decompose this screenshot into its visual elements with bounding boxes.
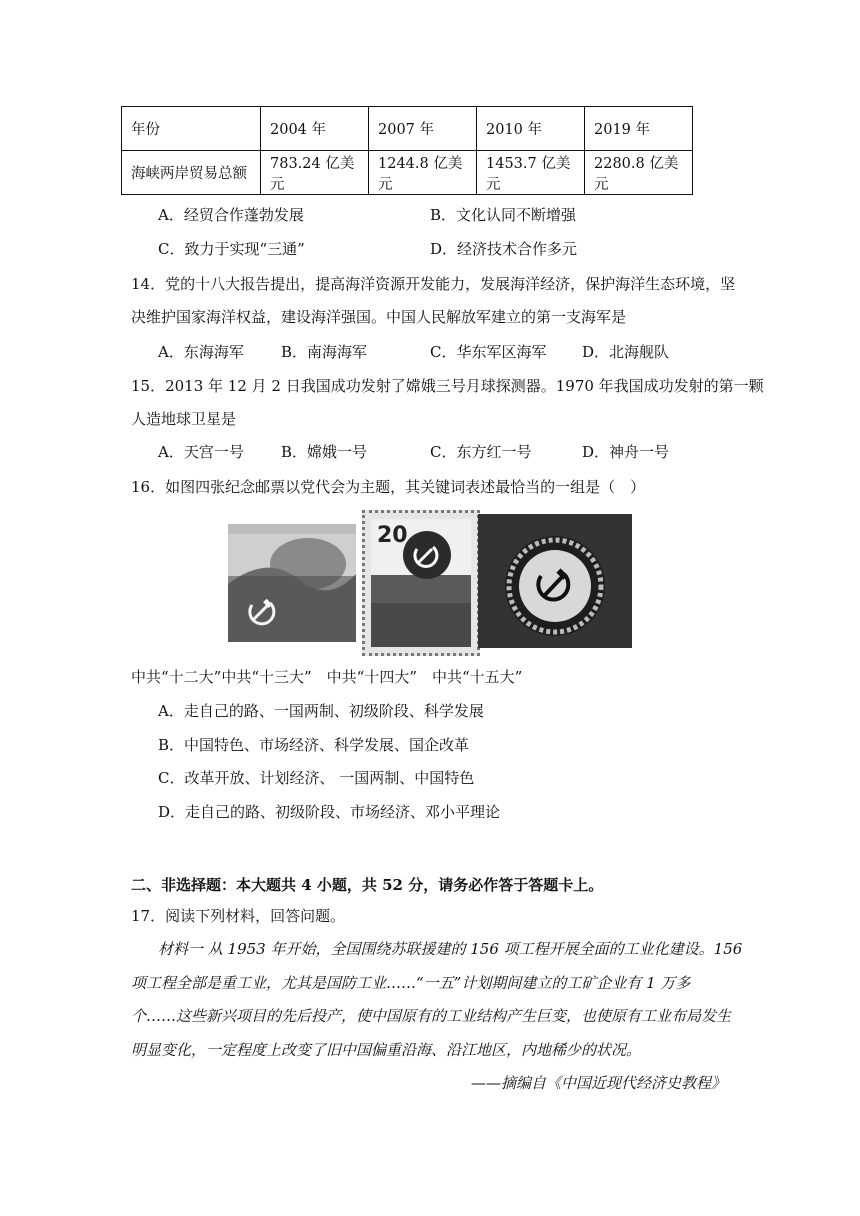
q16-stem: 16．如图四张纪念邮票以党代会为主题，其关键词表述最恰当的一组是（ ） bbox=[131, 478, 646, 496]
q17-material-line3: 个……这些新兴项目的先后投产，使中国原有的工业结构产生巨变，也使原有工业布局发生 bbox=[131, 1007, 732, 1025]
table-cell: 1453.7 亿美元 bbox=[477, 151, 585, 195]
q15-option-b: B．嫦娥一号 bbox=[281, 443, 368, 461]
table-header-cell: 2019 年 bbox=[585, 107, 693, 151]
q16-stamp-caption: 中共“十二大”中共“十三大” 中共“十四大” 中共“十五大” bbox=[131, 668, 523, 686]
q17-material-line2: 项工程全部是重工业，尤其是国防工业……“一五”计划期间建立的工矿企业有 1 万多 bbox=[131, 974, 691, 992]
table-row-label: 海峡两岸贸易总额 bbox=[122, 151, 261, 195]
table-cell: 1244.8 亿美元 bbox=[369, 151, 477, 195]
stamp-12th-congress bbox=[228, 524, 356, 642]
q14-option-d: D．北海舰队 bbox=[582, 343, 670, 361]
stamp-13th-congress bbox=[362, 510, 480, 656]
q15-stem-line2: 人造地球卫星是 bbox=[131, 410, 237, 428]
q17-stem: 17．阅读下列材料，回答问题。 bbox=[131, 907, 346, 925]
q14-option-c: C．华东军区海军 bbox=[430, 343, 547, 361]
q14-option-a: A．东海海军 bbox=[158, 343, 244, 361]
q13-option-b: B．文化认同不断增强 bbox=[430, 206, 577, 224]
q15-option-c: C．东方红一号 bbox=[430, 443, 532, 461]
table-cell: 2280.8 亿美元 bbox=[585, 151, 693, 195]
q17-material-line1: 材料一 从 1953 年开始，全国围绕苏联援建的 156 项工程开展全面的工业化建设。156 bbox=[158, 940, 743, 958]
table-row bbox=[122, 151, 693, 195]
q14-stem-line2: 决维护国家海洋权益，建设海洋强国。中国人民解放军建立的第一支海军是 bbox=[131, 308, 627, 326]
trade-table bbox=[121, 106, 693, 195]
table-header-cell: 年份 bbox=[122, 107, 261, 151]
q17-material-line4: 明显变化，一定程度上改变了旧中国偏重沿海、沿江地区，内地稀少的状况。 bbox=[131, 1041, 642, 1059]
q15-option-a: A．天宫一号 bbox=[158, 443, 244, 461]
q16-option-c: C．改革开放、计划经济、 一国两制、中国特色 bbox=[158, 769, 475, 787]
q15-option-d: D．神舟一号 bbox=[582, 443, 670, 461]
table-header-cell: 2010 年 bbox=[477, 107, 585, 151]
q14-stem-line1: 14．党的十八大报告提出，提高海洋资源开发能力，发展海洋经济，保护海洋生态环境，坚 bbox=[131, 275, 736, 293]
q17-source: ——摘编自《中国近现代经济史教程》 bbox=[471, 1074, 727, 1092]
stamp-images bbox=[228, 510, 632, 652]
q13-option-c: C．致力于实现“三通” bbox=[158, 240, 305, 258]
q16-option-a: A．走自己的路、一国两制、初级阶段、科学发展 bbox=[158, 702, 484, 720]
stamp-14th-congress bbox=[478, 514, 632, 648]
q16-option-b: B．中国特色、市场经济、科学发展、国企改革 bbox=[158, 736, 470, 754]
q16-option-d: D．走自己的路、初级阶段、市场经济、邓小平理论 bbox=[158, 803, 501, 821]
table-header-row bbox=[122, 107, 693, 151]
table-header-cell: 2007 年 bbox=[369, 107, 477, 151]
table-cell: 783.24 亿美元 bbox=[261, 151, 369, 195]
q15-stem-line1: 15．2013 年 12 月 2 日我国成功发射了嫦娥三号月球探测器。1970 年我国成功发射的第一颗 bbox=[131, 377, 764, 395]
q13-option-d: D．经济技术合作多元 bbox=[430, 240, 578, 258]
section-heading: 二、非选择题：本大题共 4 小题，共 52 分，请务必作答于答题卡上。 bbox=[131, 876, 604, 894]
stamp-face-value: 20 bbox=[377, 523, 408, 548]
q14-option-b: B．南海海军 bbox=[281, 343, 368, 361]
table-header-cell: 2004 年 bbox=[261, 107, 369, 151]
q13-option-a: A．经贸合作蓬勃发展 bbox=[158, 206, 304, 224]
